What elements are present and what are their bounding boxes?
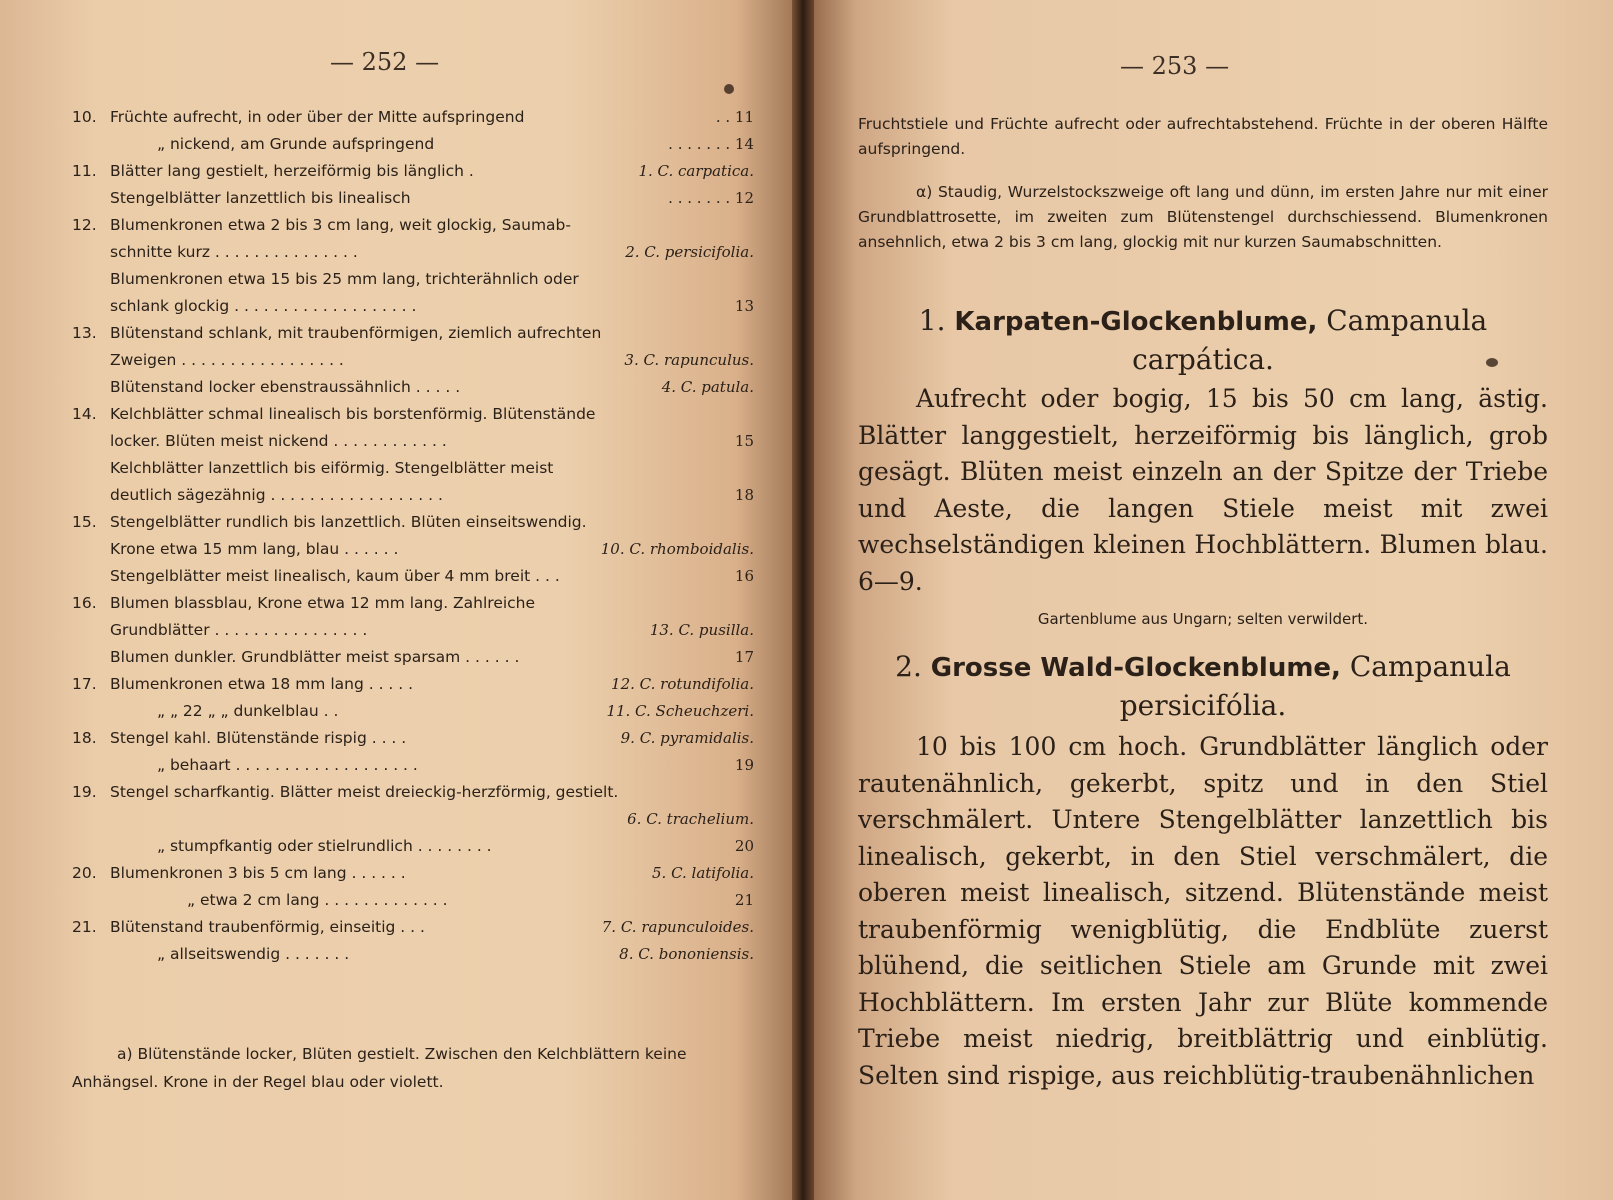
species-common-name: Karpaten-Glockenblume, [954, 307, 1318, 337]
key-text: „ behaart . . . . . . . . . . . . . . . . . . . [157, 756, 418, 774]
key-text: Blütenstand traubenförmig, einseitig . . . [110, 918, 425, 936]
intro-paragraph: Fruchtstiele und Früchte aufrecht oder aufrechtabstehend. Früchte in der oberen Hälfte aufspringend. [858, 115, 1548, 158]
key-text: „ stumpfkantig oder stielrundlich . . . . . . . . [157, 837, 492, 855]
key-text: Stengelblätter lanzettlich bis linealisch [110, 189, 411, 207]
ink-spot [724, 84, 734, 94]
key-text: Stengelblätter rundlich bis lanzettlich. Blüten einseitswendig. [110, 513, 587, 531]
key-number: 17. [72, 675, 97, 693]
key-row [72, 216, 762, 243]
key-reference: . . . . . . . 12 [668, 189, 754, 207]
species-latin-name: Campanula carpática. [1132, 304, 1488, 376]
key-reference: 20 [734, 837, 754, 855]
key-text: „ „ 22 „ „ dunkelblau . . [157, 702, 339, 720]
key-text: Grundblätter . . . . . . . . . . . . . . . . [110, 621, 368, 639]
key-text: Blätter lang gestielt, herzeiförmig bis länglich . [110, 162, 474, 180]
key-reference: 19 [734, 756, 754, 774]
key-reference: 6. C. trachelium. [627, 810, 754, 828]
key-row [72, 783, 762, 810]
key-reference: 13. C. pusilla. [649, 621, 754, 639]
key-text: Kelchblätter lanzettlich bis eiförmig. Stengelblätter meist [110, 459, 554, 477]
key-row [72, 729, 762, 756]
key-reference: 8. C. bononiensis. [619, 945, 754, 963]
key-reference: 5. C. latifolia. [651, 864, 754, 882]
alpha-paragraph: α) Staudig, Wurzelstockszweige oft lang und dünn, im ersten Jahre nur mit einer Grundblattrosette, im zweiten zum Blütenstengel durchschiessend. Blumenkronen ansehnlich, etwa 2 bis 3 cm lang, glockig mit nur kurzen Saumabschnitten. [858, 183, 1548, 251]
species-description: Aufrecht oder bogig, 15 bis 50 cm lang, ästig. Blätter langgestielt, herzeiförmig bis länglich, grob gesägt. Blüten meist einzeln an der Spitze der Triebe und Aeste, die langen Stiele meist mit zwei wechselständigen kleinen Hochblättern. Blumen blau. 6—9. [858, 384, 1548, 596]
key-text: Blumen dunkler. Grundblätter meist sparsam . . . . . . [110, 648, 520, 666]
key-row [72, 891, 762, 918]
species-heading [858, 302, 1548, 379]
key-text: „ allseitswendig . . . . . . . [157, 945, 350, 963]
key-reference: 2. C. persicifolia. [625, 243, 754, 261]
key-row [72, 621, 762, 648]
species-number: 2. [895, 650, 922, 683]
key-text: schlank glockig . . . . . . . . . . . . . . . . . . . [110, 297, 417, 315]
key-text: Blumen blassblau, Krone etwa 12 mm lang. Zahlreiche [110, 594, 536, 612]
key-row [72, 513, 762, 540]
key-text: Krone etwa 15 mm lang, blau . . . . . . [110, 540, 399, 558]
key-text: schnitte kurz . . . . . . . . . . . . . . . [110, 243, 358, 261]
key-row [72, 459, 762, 486]
key-text: Blumenkronen etwa 18 mm lang . . . . . [110, 675, 414, 693]
key-row [72, 189, 762, 216]
key-text: Blütenstand schlank, mit traubenförmigen, ziemlich aufrechten [110, 324, 602, 342]
key-row [72, 702, 762, 729]
key-reference: 13 [734, 297, 754, 315]
right-page-number: — 253 — [1120, 52, 1230, 80]
key-text: Zweigen . . . . . . . . . . . . . . . . . [110, 351, 344, 369]
key-text: Blumenkronen etwa 15 bis 25 mm lang, trichterähnlich oder [110, 270, 579, 288]
key-reference: . . . . . . . 14 [668, 135, 754, 153]
key-reference: 9. C. pyramidalis. [620, 729, 754, 747]
key-number: 19. [72, 783, 97, 801]
key-reference: . . 11 [715, 108, 754, 126]
key-reference: 16 [734, 567, 754, 585]
key-row [72, 810, 762, 837]
key-row [72, 756, 762, 783]
key-row [72, 405, 762, 432]
key-text: Stengel kahl. Blütenstände rispig . . . . [110, 729, 407, 747]
key-row [72, 351, 762, 378]
book-gutter [792, 0, 814, 1200]
key-row [72, 945, 762, 972]
key-row [72, 486, 762, 513]
key-reference: 11. C. Scheuchzeri. [606, 702, 754, 720]
key-row [72, 270, 762, 297]
species-2 [858, 648, 1548, 1094]
key-reference: 21 [734, 891, 754, 909]
key-row [72, 540, 762, 567]
key-reference: 15 [734, 432, 754, 450]
key-reference: 10. C. rhomboidalis. [600, 540, 754, 558]
key-number: 11. [72, 162, 97, 180]
key-text: Früchte aufrecht, in oder über der Mitte aufspringend [110, 108, 525, 126]
key-number: 14. [72, 405, 97, 423]
key-reference: 17 [734, 648, 754, 666]
key-row [72, 648, 762, 675]
key-text: Stengelblätter meist linealisch, kaum über 4 mm breit . . . [110, 567, 560, 585]
species-description: 10 bis 100 cm hoch. Grundblätter länglich oder rautenähnlich, gekerbt, spitz und in den Stiel verschmälert. Untere Stengelblätter lanzettlich bis linealisch, gekerbt, in den Stiel verschmälert, die oberen meist linealisch, sitzend. Blütenstände meist traubenförmig wenigblütig, die Endblüte zuerst blühend, die seitlichen Stiele am Grunde mit zwei Hochblättern. Im ersten Jahr zur Blüte kommende Triebe meist niedrig, breitblättrig und einblütig. Selten sind rispige, aus reichblütig-traubenähnlichen [858, 732, 1548, 1090]
key-number: 12. [72, 216, 97, 234]
key-row [72, 864, 762, 891]
key-reference: 4. C. patula. [661, 378, 754, 396]
key-row [72, 837, 762, 864]
key-row [72, 675, 762, 702]
key-text: Kelchblätter schmal linealisch bis borstenförmig. Blütenstände [110, 405, 596, 423]
key-text: Blumenkronen 3 bis 5 cm lang . . . . . . [110, 864, 406, 882]
key-text: Blumenkronen etwa 2 bis 3 cm lang, weit glockig, Saumab- [110, 216, 571, 234]
key-number: 15. [72, 513, 97, 531]
footnote-a: a) Blütenstände locker, Blüten gestielt. Zwischen den Kelchblättern keine Anhängsel. Krone in der Regel blau oder violett. [72, 1045, 687, 1091]
key-number: 10. [72, 108, 97, 126]
key-row [72, 297, 762, 324]
key-reference: 3. C. rapunculus. [624, 351, 754, 369]
key-row [72, 918, 762, 945]
key-row [72, 243, 762, 270]
key-reference: 18 [734, 486, 754, 504]
key-number: 18. [72, 729, 97, 747]
key-text: „ etwa 2 cm lang . . . . . . . . . . . . . [187, 891, 448, 909]
key-row [72, 324, 762, 351]
key-number: 20. [72, 864, 97, 882]
species-note: Gartenblume aus Ungarn; selten verwildert. [1037, 610, 1369, 628]
key-text: Stengel scharfkantig. Blätter meist dreieckig-herzförmig, gestielt. [110, 783, 619, 801]
key-reference: 7. C. rapunculoides. [601, 918, 754, 936]
key-row [72, 378, 762, 405]
key-row [72, 162, 762, 189]
key-row [72, 594, 762, 621]
key-reference: 12. C. rotundifolia. [611, 675, 754, 693]
key-text: deutlich sägezähnig . . . . . . . . . . . . . . . . . . [110, 486, 443, 504]
left-page-number: — 252 — [330, 48, 440, 76]
ink-spot [1486, 358, 1498, 367]
key-row [72, 135, 762, 162]
species-number: 1. [918, 304, 946, 337]
key-text: Blütenstand locker ebenstraussähnlich . . . . . [110, 378, 461, 396]
key-row [72, 567, 762, 594]
key-number: 16. [72, 594, 97, 612]
key-text: „ nickend, am Grunde aufspringend [157, 135, 435, 153]
identification-key [72, 108, 762, 972]
species-latin-name: Campanula persicifólia. [1119, 650, 1511, 722]
species-common-name: Grosse Wald-Glockenblume, [930, 653, 1341, 683]
key-number: 21. [72, 918, 97, 936]
key-text: locker. Blüten meist nickend . . . . . . . . . . . . [110, 432, 447, 450]
species-heading [858, 648, 1548, 725]
key-row [72, 108, 762, 135]
key-row [72, 432, 762, 459]
species-1 [858, 302, 1548, 632]
key-reference: 1. C. carpatica. [638, 162, 754, 180]
key-number: 13. [72, 324, 97, 342]
